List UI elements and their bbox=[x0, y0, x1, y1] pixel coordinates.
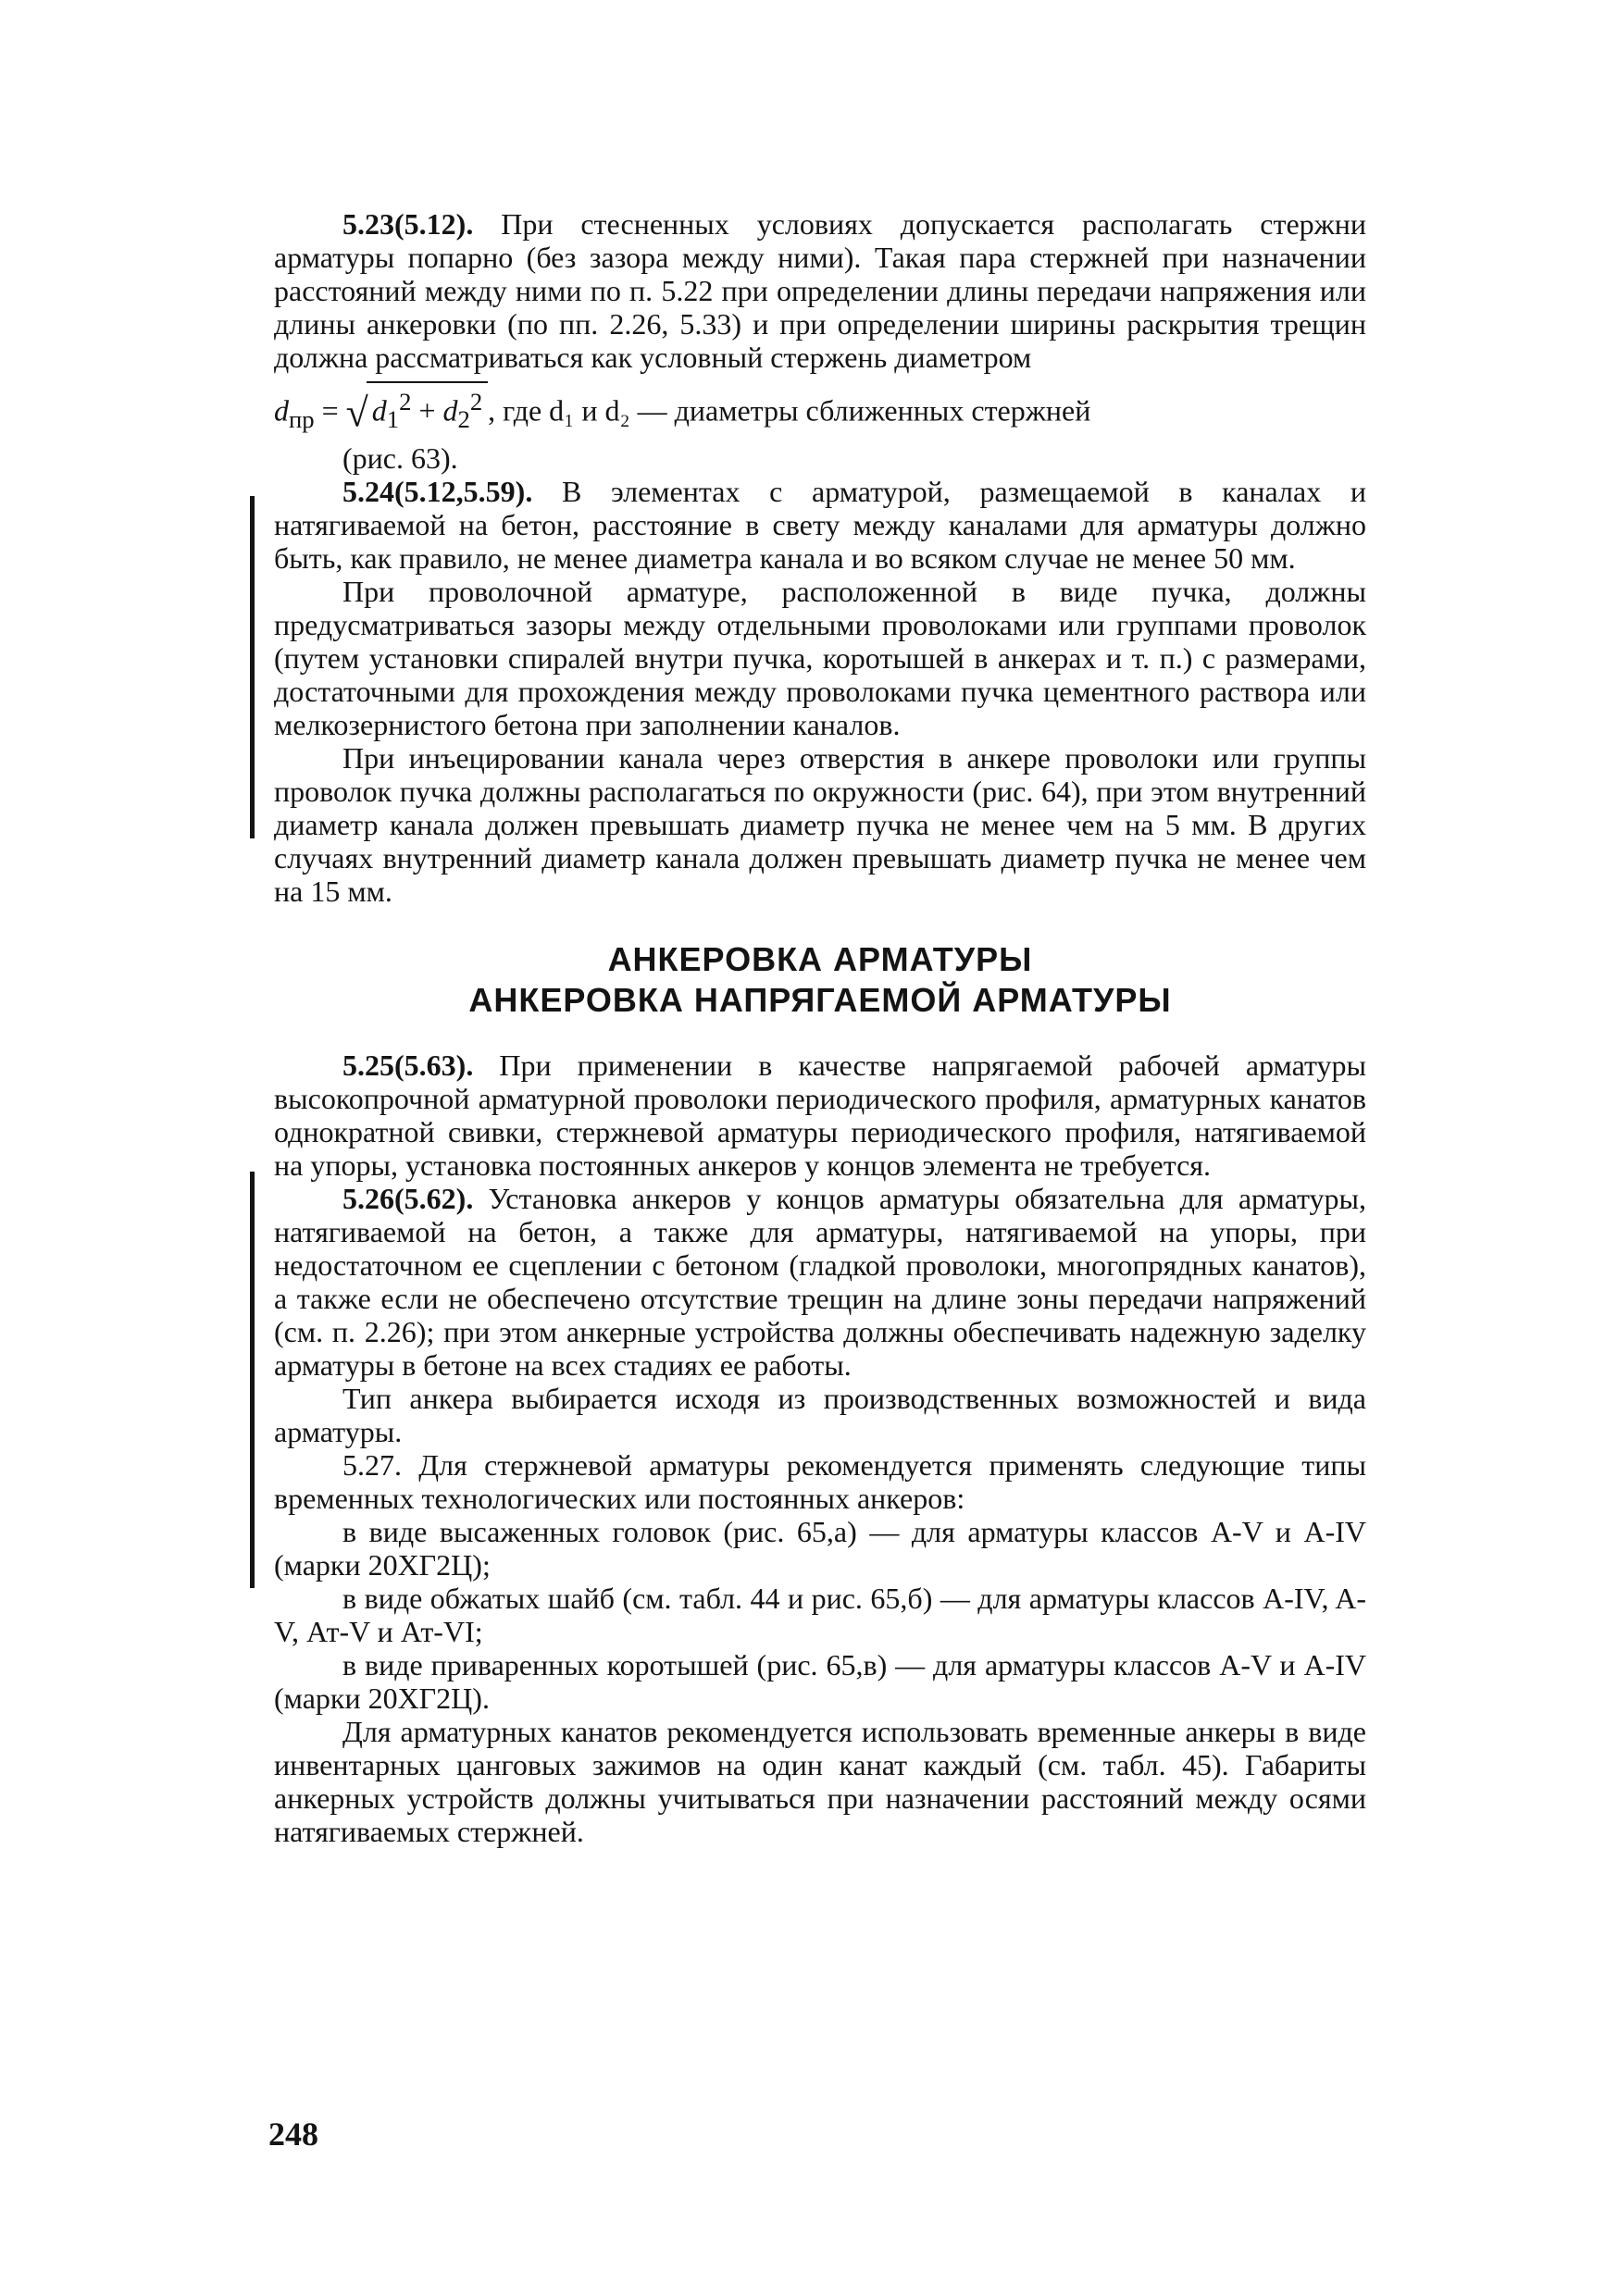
formula-d2: d bbox=[442, 393, 458, 428]
clause-number: 5.27. bbox=[342, 1448, 402, 1483]
list-item: в виде высаженных головок (рис. 65,а) — для арматуры классов A-V и A-IV (марки 20ХГ2Ц); bbox=[274, 1515, 1366, 1582]
formula-d1-superscript: 2 bbox=[399, 388, 412, 416]
clause-number: 5.25(5.63). bbox=[342, 1049, 474, 1083]
paragraph-5-24 bbox=[274, 475, 1366, 575]
paragraph-5-25 bbox=[274, 1049, 1366, 1182]
paragraph-5-24-3: При инъецировании канала через отверстия в анкере проволоки или группы проволок пучка должны располагаться по окружности (рис. 64), при этом внутренний диаметр канала должен превышать диаметр пучка не менее чем на 5 мм. В других случаях внутренний диаметр канала должен превышать диаметр пучка не менее чем на 15 мм. bbox=[274, 741, 1366, 909]
formula-d2-superscript: 2 bbox=[469, 388, 483, 416]
formula-plus: + bbox=[418, 393, 436, 428]
margin-change-bar bbox=[250, 1172, 255, 1588]
page-number: 248 bbox=[268, 2116, 318, 2153]
radical-sign: √ bbox=[345, 390, 368, 436]
formula-equals: = bbox=[321, 393, 339, 428]
clause-text: При стесненных условиях допускается располагать стержни арматуры попарно (без зазора между ними). Такая пара стержней при назначении расстояний между ними по п. 5.22 при определении длины передачи напряжения или длины анкеровки (по пп. 2.26, 5.33) и при определении ширины раскрытия трещин должна рассматриваться как условный стержень диаметром bbox=[274, 207, 1366, 374]
clause-text: Установка анкеров у концов арматуры обязательна для арматуры, натягиваемой на бетон, а также для арматуры, натягиваемой на упоры, при недостаточном ее сцеплении с бетоном (гладкой проволоки, многопрядных канатов), а также если не обеспечено отсутствие трещин на длине зоны передачи напряжений (см. п. 2.26); при этом анкерные устройства должны обеспечивать надежную заделку арматуры в бетоне на всех стадиях ее работы. bbox=[274, 1182, 1366, 1383]
margin-change-bar bbox=[250, 496, 255, 838]
paragraph-5-27-2: Для арматурных канатов рекомендуется использовать временные анкеры в виде инвентарных цанговых зажимов на один канат каждый (см. табл. 45). Габариты анкерных устройств должны учитываться при назначении расстояний между осями натягиваемых стержней. bbox=[274, 1715, 1366, 1849]
paragraph-5-27 bbox=[274, 1448, 1366, 1515]
paragraph-5-26 bbox=[274, 1182, 1366, 1382]
section-title: АНКЕРОВКА АРМАТУРЫ bbox=[607, 940, 1033, 979]
clause-number: 5.23(5.12). bbox=[342, 207, 474, 241]
formula-lhs-subscript: пр bbox=[289, 405, 315, 434]
formula-lhs: d bbox=[274, 393, 289, 428]
text-column bbox=[274, 207, 1366, 1848]
clause-number: 5.24(5.12,5.59). bbox=[342, 475, 533, 509]
clause-text: При применении в качестве напрягаемой рабочей арматуры высокопрочной арматурной проволоки периодического профиля, арматурных канатов однократной свивки, стержневой арматуры периодического профиля, натягиваемой на упоры, установка постоянных анкеров у концов элемента не требуется. bbox=[274, 1049, 1366, 1183]
paragraph-5-24-2: При проволочной арматуре, расположенной в виде пучка, должны предусматриваться зазоры между отдельными проволоками или группами проволок (путем установки спиралей внутри пучка, коротышей в анкерах и т. п.) с размерами, достаточными для прохождения между проволоками пучка цементного раствора или мелкозернистого бетона при заполнении каналов. bbox=[274, 575, 1366, 742]
list-item: в виде приваренных коротышей (рис. 65,в) — для арматуры классов A-V и A-IV (марки 20ХГ2Ц). bbox=[274, 1648, 1366, 1716]
formula-d1-subscript: 1 bbox=[386, 405, 400, 434]
list-item: в виде обжатых шайб (см. табл. 44 и рис. 65,б) — для арматуры классов A-IV, A-V, Ат-V и Ат-VI; bbox=[274, 1582, 1366, 1649]
formula-tail: , где d₁ и d₂ — диаметры сближенных стержней bbox=[488, 393, 1091, 428]
figure-reference: (рис. 63). bbox=[342, 441, 458, 476]
paragraph-5-26-2: Тип анкера выбирается исходя из производственных возможностей и вида арматуры. bbox=[274, 1382, 1366, 1449]
clause-text: Для стержневой арматуры рекомендуется применять следующие типы временных технологических или постоянных анкеров: bbox=[274, 1448, 1366, 1516]
formula-d2-subscript: 2 bbox=[457, 405, 470, 434]
formula-d1: d bbox=[371, 393, 387, 428]
formula bbox=[274, 381, 1366, 436]
section-subtitle: АНКЕРОВКА НАПРЯГАЕМОЙ АРМАТУРЫ bbox=[468, 981, 1172, 1020]
clause-text: В элементах с арматурой, размещаемой в каналах и натягиваемой на бетон, расстояние в свету между каналами для арматуры должно быть, как правило, не менее диаметра канала и во всяком случае не менее 50 мм. bbox=[274, 475, 1366, 576]
clause-number: 5.26(5.62). bbox=[342, 1182, 474, 1216]
radicand bbox=[367, 381, 488, 436]
paragraph-5-23 bbox=[274, 207, 1366, 374]
